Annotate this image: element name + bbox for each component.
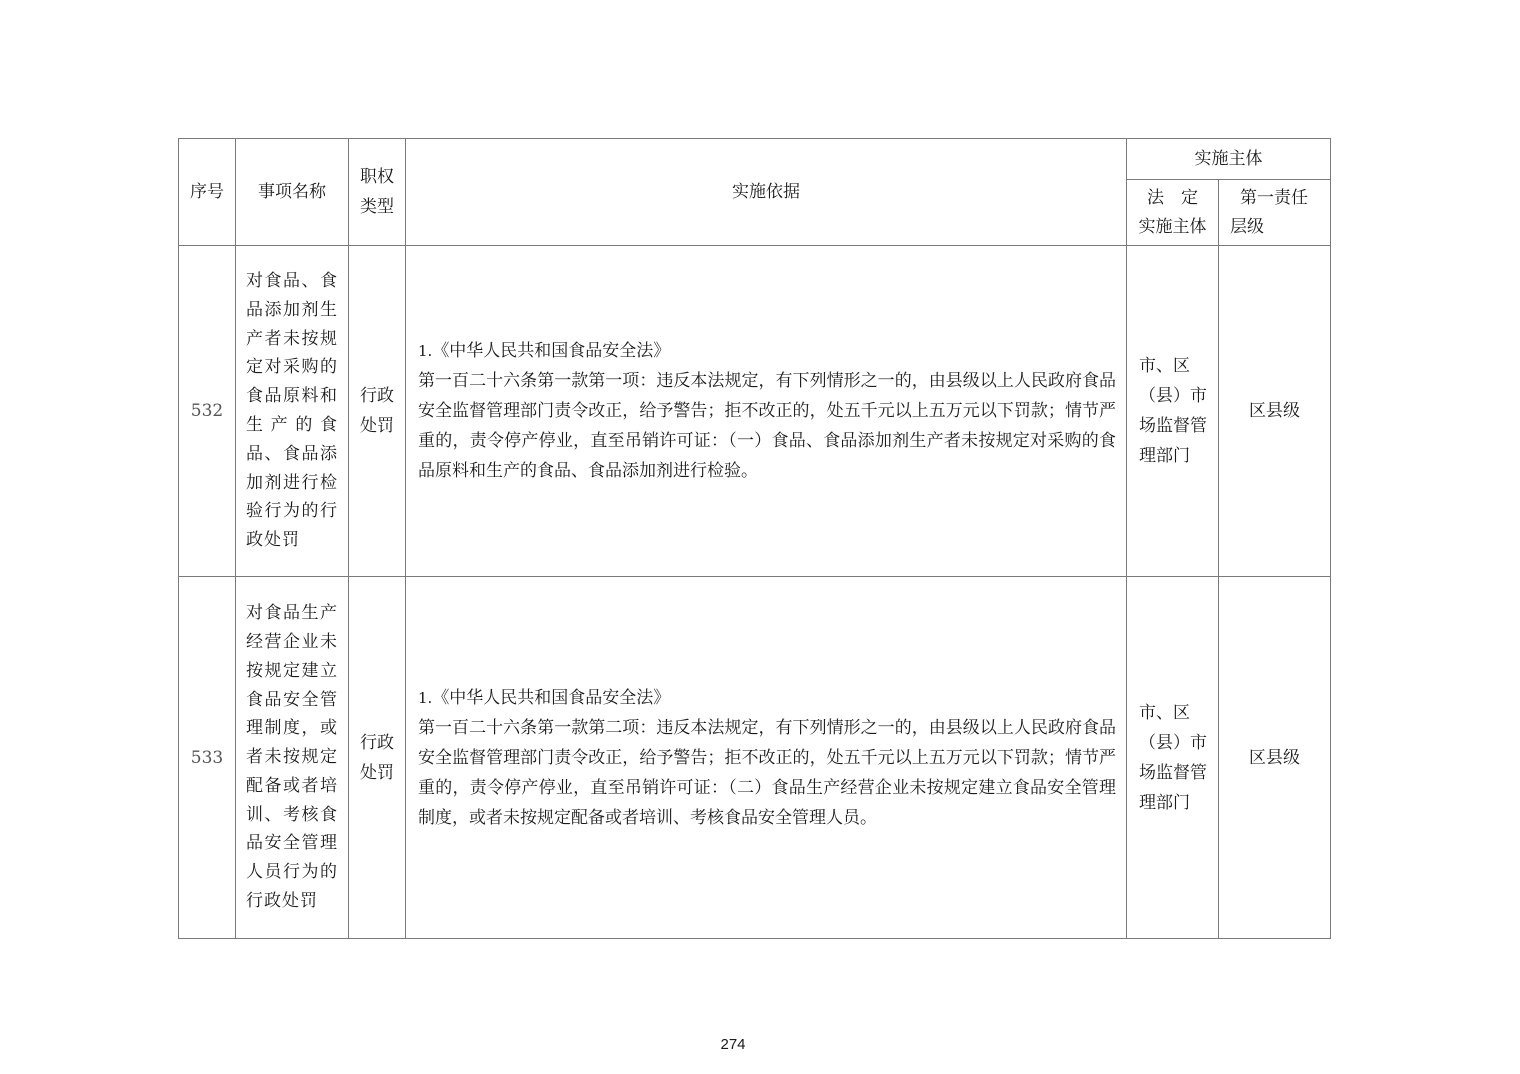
row-type-line1: 行政 [360, 732, 394, 753]
row-subject: 市、区（县）市场监督管理部门 [1127, 246, 1219, 577]
header-type-line1: 职权 [360, 167, 394, 187]
header-num: 序号 [179, 139, 236, 246]
header-type [349, 139, 406, 246]
basis-law-name: 《中华人民共和国食品安全法》 [432, 341, 671, 361]
basis-text: 第一百二十六条第一款第一项：违反本法规定，有下列情形之一的，由县级以上人民政府食品安全监督管理部门责令改正，给予警告；拒不改正的，处五千元以上五万元以下罚款；情节严重的，责令停产停业，直至吊销许可证：（一）食品、食品添加剂生产者未按规定对采购的食品原料和生产的食品、食品添加剂进行检验。 [418, 371, 1116, 481]
basis-law-name: 《中华人民共和国食品安全法》 [432, 687, 671, 708]
basis-index: 1. [418, 688, 433, 707]
row-type-line2: 处罚 [360, 762, 394, 783]
header-legal-line1: 法 定 [1147, 187, 1198, 208]
row-type [349, 246, 406, 577]
row-type-line2: 处罚 [360, 416, 394, 436]
header-level-line2: 层级 [1230, 216, 1264, 237]
basis-index: 1. [418, 342, 433, 360]
header-name: 事项名称 [236, 139, 349, 246]
row-basis [406, 246, 1127, 577]
row-subject: 市、区（县）市场监督管理部门 [1127, 577, 1219, 939]
header-level-line1: 第一责任 [1240, 187, 1308, 208]
header-subject-group: 实施主体 [1127, 139, 1331, 180]
header-legal-subject [1127, 180, 1219, 246]
row-type-line1: 行政 [360, 386, 394, 406]
header-type-line2: 类型 [360, 197, 394, 217]
header-basis: 实施依据 [406, 139, 1127, 246]
row-num: 532 [179, 246, 236, 577]
row-name: 对食品、食品添加剂生产者未按规定对采购的食品原料和生产的食品、食品添加剂进行检验行为的行政处罚 [236, 246, 349, 577]
row-level: 区县级 [1219, 577, 1331, 939]
header-row-top [179, 139, 1331, 180]
table-row [179, 577, 1331, 939]
row-type [349, 577, 406, 939]
row-level: 区县级 [1219, 246, 1331, 577]
header-legal-line2: 实施主体 [1138, 216, 1207, 237]
row-name: 对食品生产经营企业未按规定建立食品安全管理制度，或者未按规定配备或者培训、考核食品安全管理人员行为的行政处罚 [236, 577, 349, 939]
table-row [179, 246, 1331, 577]
basis-law-title [418, 683, 1116, 713]
header-level [1219, 180, 1331, 246]
page-number: 274 [720, 1036, 746, 1053]
basis-law-title [418, 336, 1116, 366]
row-basis [406, 577, 1127, 939]
basis-text: 第一百二十六条第一款第二项：违反本法规定，有下列情形之一的，由县级以上人民政府食品安全监督管理部门责令改正，给予警告；拒不改正的，处五千元以上五万元以下罚款；情节严重的，责令停产停业，直至吊销许可证：（二）食品生产经营企业未按规定建立食品安全管理制度，或者未按规定配备或者培训、考核食品安全管理人员。 [418, 717, 1116, 828]
enforcement-table [178, 138, 1331, 939]
row-num: 533 [179, 577, 236, 939]
